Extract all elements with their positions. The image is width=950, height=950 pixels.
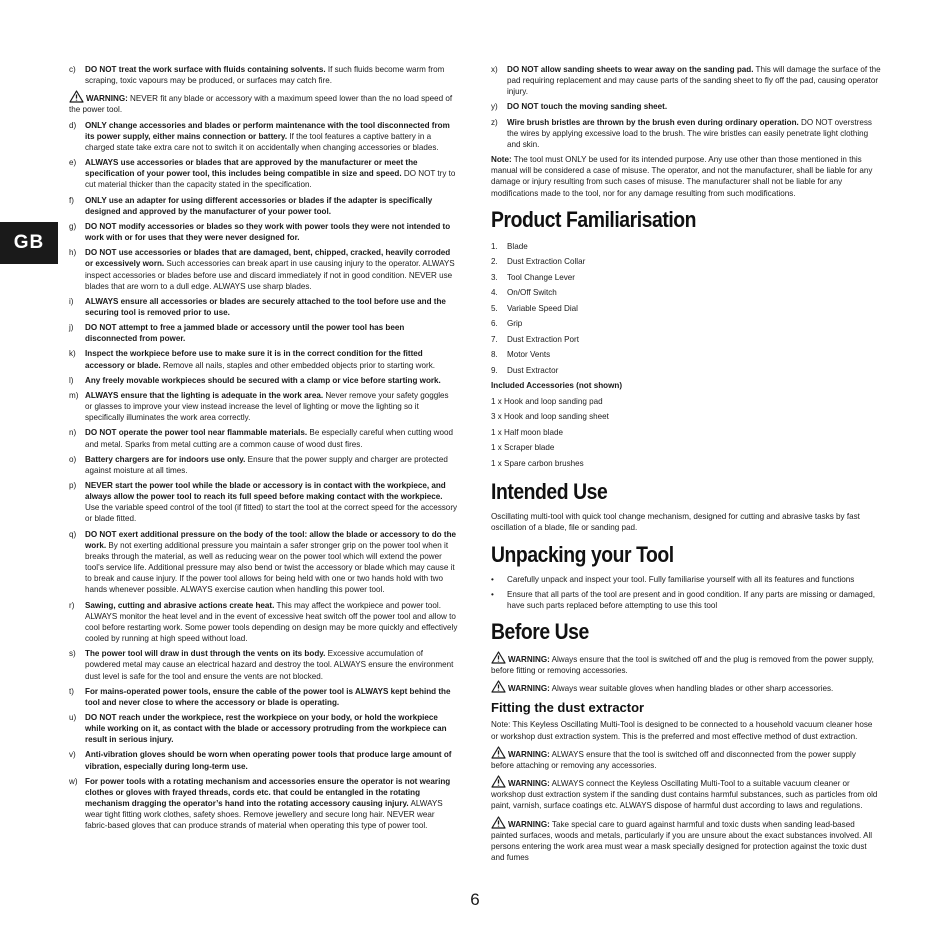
item-body <box>507 101 881 112</box>
unpacking-bullet <box>491 589 881 611</box>
item-letter: d) <box>69 120 77 130</box>
item-bold-text: DO NOT use accessories or blades that are damaged, bent, chipped, cracked, heavily corroded or excessively worn. <box>85 248 451 269</box>
item-body <box>85 157 458 190</box>
item-body <box>85 195 458 217</box>
page-number: 6 <box>470 890 480 909</box>
safety-item <box>69 247 458 292</box>
item-body <box>85 600 458 645</box>
item-body <box>507 64 881 97</box>
warning-triangle-icon <box>491 816 506 829</box>
part-list-item <box>491 270 881 286</box>
item-letter: x) <box>491 65 498 74</box>
warning-paragraph <box>491 775 881 811</box>
item-text: This may affect the workpiece and power tool. ALWAYS monitor the heat level and in the event of excessive heat switch off the power tool and allow to cool before restarting work. Some power tools depending on design may be more quickly and effectively cooled by running at high speed without load. <box>85 600 458 644</box>
item-letter: t) <box>69 686 74 696</box>
item-bold-text: Anti-vibration gloves should be worn when operating power tools that produce large amount of vibration, especially during long-term use. <box>85 750 452 771</box>
item-bold-text: Battery chargers are for indoors use only. <box>85 454 246 464</box>
item-body <box>507 117 881 150</box>
item-body <box>85 529 458 596</box>
item-body <box>85 712 458 745</box>
item-letter: o) <box>69 454 77 464</box>
item-bold-text: DO NOT modify accessories or blades so they work with power tools they were not intended to work with or for uses that they were never designed for. <box>85 221 451 243</box>
warning-paragraph <box>491 680 881 694</box>
safety-item <box>69 322 458 344</box>
warning-triangle-icon <box>491 680 506 693</box>
part-list-item <box>491 347 881 363</box>
item-bold-text: ONLY change accessories and blades or perform maintenance with the tool disconnected from its power supply, either mains connection or battery. <box>85 120 450 141</box>
warning-label: WARNING: <box>508 749 550 759</box>
item-body <box>85 480 458 525</box>
item-body <box>85 749 458 771</box>
item-body <box>85 375 458 386</box>
safety-item <box>69 480 458 525</box>
item-letter: m) <box>69 390 79 400</box>
heading-unpacking: Unpacking your Tool <box>491 541 674 567</box>
item-letter: r) <box>69 600 75 610</box>
item-bold-text: DO NOT attempt to free a jammed blade or accessory until the power tool has been disconnected from power. <box>85 323 405 344</box>
accessory-item <box>491 456 881 472</box>
bullet-dot: • <box>491 574 494 584</box>
part-list-item <box>491 316 881 332</box>
heading-fitting-dust-extractor: Fitting the dust extractor <box>491 700 645 716</box>
part-number: 2. <box>491 257 498 267</box>
bullet-dot: • <box>491 589 494 599</box>
warning-paragraph <box>491 816 881 864</box>
item-letter: s) <box>69 649 76 659</box>
warning-triangle-icon <box>491 746 506 759</box>
item-text: Be especially careful when cutting wood and metal. Sparks from metal cutting are a common cause of wood dust fires. <box>85 428 453 449</box>
note-text: The tool must ONLY be used for its intended purpose. Any use other than those mentioned in this manual will be considered a case of misuse. The operator, and not the manufacturer, shall be liable for any damage or injury resulting from such cases of misuse. The manufacturer shall not be liable for any modifications made to the tool, nor for any damage resulting from such modifications. <box>491 155 873 198</box>
item-text: Such accessories can break apart in use causing injury to the operator. ALWAYS inspect accessories or blades before use and discard immediately if not in good condition. NEVER use blades that are worn to a dull edge. ALWAYS use sharp blades. <box>85 259 455 291</box>
part-label: Dust Extractor <box>507 365 559 375</box>
item-letter: h) <box>69 248 77 258</box>
warning-text: Take special care to guard against harmful and toxic dusts when sanding lead-based painted surfaces, woods and metals, particularly if you are unsure about the exact substances involved. All persons entering the work area must wear a mask specially designed for protection against the toxic dust and fumes <box>491 819 873 863</box>
item-bold-text: Wire brush bristles are thrown by the brush even during ordinary operation. <box>507 117 799 127</box>
item-bold-text: Any freely movable workpieces should be secured with a clamp or vice before starting work. <box>85 375 441 385</box>
item-bold-text: Inspect the workpiece before use to make sure it is in the correct condition for the fitted accessory or blade. <box>85 349 423 370</box>
safety-item <box>69 749 458 771</box>
unpacking-bullet <box>491 574 881 585</box>
right-column <box>491 64 881 867</box>
part-list-item <box>491 254 881 270</box>
part-list-item <box>491 301 881 317</box>
accessory-label: 1 x Hook and loop sanding pad <box>491 396 603 406</box>
item-letter: j) <box>69 323 74 333</box>
item-body <box>85 247 458 292</box>
item-letter: n) <box>69 428 77 438</box>
item-bold-text: ALWAYS use accessories or blades that are approved by the manufacturer or meet the specification of your power tool, this includes being compatible in size and speed. <box>85 158 418 179</box>
safety-item <box>69 375 458 386</box>
warning-paragraph <box>491 746 881 771</box>
heading-intended-use: Intended Use <box>491 479 608 505</box>
item-text: Use the variable speed control of the tool (if fitted) to start the tool at the correct speed for the accessory or blade fitted. <box>85 503 458 524</box>
item-text: Ensure that the power supply and charger are protected against moisture at all times. <box>85 454 448 475</box>
safety-item <box>69 454 458 476</box>
part-number: 9. <box>491 365 498 375</box>
item-body <box>85 390 458 423</box>
item-letter: c) <box>69 65 76 74</box>
item-body <box>85 322 458 344</box>
item-bold-text: For mains-operated power tools, ensure the cable of the power tool is ALWAYS kept behind the tool and never close to where the accessory or blade is operating. <box>85 686 451 707</box>
item-bold-text: DO NOT exert additional pressure on the body of the tool: allow the blade or accessory to do the work. <box>85 529 457 550</box>
item-body <box>85 64 458 86</box>
item-letter: g) <box>69 221 77 231</box>
item-bold-text: DO NOT operate the power tool near flammable materials. <box>85 428 308 438</box>
part-number: 8. <box>491 350 498 360</box>
item-letter: u) <box>69 712 77 722</box>
item-body <box>85 776 458 832</box>
warning-label: WARNING: <box>508 655 550 664</box>
part-label: Grip <box>507 319 523 329</box>
part-label: Dust Extraction Collar <box>507 257 586 267</box>
item-body <box>85 686 458 708</box>
item-letter: i) <box>69 296 74 306</box>
item-letter: v) <box>69 750 76 760</box>
warning-paragraph <box>491 651 881 676</box>
safety-item <box>69 195 458 217</box>
accessory-label: 3 x Hook and loop sanding sheet <box>491 412 609 422</box>
accessory-label: 1 x Spare carbon brushes <box>491 458 584 468</box>
safety-item <box>69 600 458 645</box>
safety-item <box>69 120 458 153</box>
item-bold-text: NEVER start the power tool while the blade or accessory is in contact with the workpiece, and always allow the power tool to reach its full speed before making contact with the workpiece. <box>85 481 446 502</box>
item-text: ALWAYS wear tight fitting work clothes, safety shoes. Remove jewellery and secure long hair. NEVER wear fabric-based gloves that can produce strands of material when operating this type of power tool. <box>85 799 443 831</box>
warning-text: ALWAYS connect the Keyless Oscillating Multi-Tool to a suitable vacuum cleaner or workshop dust extraction system if the sanding dust contains harmful substances, such as particles from old paint, varnish, surface coatings etc. ALWAYS dispose of harmful dust according to laws and regulations. <box>491 779 878 811</box>
accessories-heading-text: Included Accessories (not shown) <box>491 381 623 391</box>
part-list-item <box>491 363 881 379</box>
accessory-item <box>491 409 881 425</box>
accessory-label: 1 x Half moon blade <box>491 427 563 437</box>
safety-item <box>491 101 881 112</box>
safety-item <box>69 296 458 318</box>
part-list-item <box>491 285 881 301</box>
accessory-label: 1 x Scraper blade <box>491 443 555 453</box>
warning-paragraph <box>69 90 458 115</box>
item-letter: e) <box>69 158 77 168</box>
item-body <box>85 648 458 681</box>
item-body <box>85 348 458 370</box>
item-body <box>85 120 458 153</box>
part-number: 4. <box>491 288 498 298</box>
part-number: 5. <box>491 303 498 313</box>
intended-use-text: Oscillating multi-tool with quick tool change mechanism, designed for cutting and abrasive tasks by fast oscillation of a blade, file or sanding pad. <box>491 512 860 533</box>
language-tab-label: GB <box>13 232 45 253</box>
item-bold-text: Sawing, cutting and abrasive actions create heat. <box>85 600 275 610</box>
item-bold-text: DO NOT touch the moving sanding sheet. <box>507 102 668 112</box>
safety-item <box>69 712 458 745</box>
safety-item <box>491 117 881 150</box>
bullet-text: Carefully unpack and inspect your tool. Fully familiarise yourself with all its features and functions <box>507 574 855 584</box>
item-text: DO NOT try to cut material thicker than the capacity stated in the specification. <box>85 169 456 190</box>
dust-extractor-note: Note: This Keyless Oscillating Multi-Tool is designed to be connected to a household vacuum cleaner hose or workshop dust extraction system. This is the preferred and most effective method of dust extraction. <box>491 720 873 741</box>
safety-item <box>69 390 458 423</box>
heading-product-familiarisation: Product Familiarisation <box>491 206 697 232</box>
part-label: Variable Speed Dial <box>507 303 578 313</box>
left-column <box>69 64 458 836</box>
item-text: Never remove your safety goggles or glasses to improve your view instead increase the level of lighting or move the lighting so it specifically illuminates the work area correctly. <box>85 390 449 423</box>
part-list-item <box>491 239 881 255</box>
warning-text: Always wear suitable gloves when handling blades or other sharp accessories. <box>549 684 834 694</box>
part-label: Blade <box>507 241 528 251</box>
safety-item <box>69 157 458 190</box>
item-text: Excessive accumulation of powdered metal may cause an electrical hazard and destroy the tool. ALWAYS ensure the environment dust level is safe for the tool and ensure the vents are not blocked. <box>85 649 454 681</box>
item-letter: z) <box>491 117 498 127</box>
heading-before-use: Before Use <box>491 619 589 644</box>
item-body <box>85 454 458 476</box>
language-tab <box>0 222 58 264</box>
warning-text: Always ensure that the tool is switched off and the plug is removed from the power supply, before fitting or removing accessories. <box>491 655 874 676</box>
item-bold-text: ALWAYS ensure all accessories or blades are securely attached to the tool before use and the securing tool is removed prior to use. <box>85 296 446 317</box>
item-text: This will damage the surface of the pad requiring replacement and may cause parts of the sanding sheet to fly off the pad, causing operator injury. <box>507 65 881 97</box>
accessories-heading <box>491 378 881 394</box>
note-paragraph <box>491 154 881 199</box>
accessory-item <box>491 440 881 456</box>
item-bold-text: DO NOT treat the work surface with fluids containing solvents. <box>85 65 326 74</box>
item-bold-text: ONLY use an adapter for using different accessories or blades if the adapter is specifically designed and approved by the manufacturer of your power tool. <box>85 195 433 216</box>
safety-item <box>491 64 881 97</box>
warning-text: ALWAYS ensure that the tool is switched off and disconnected from the power supply before attaching or removing any accessories. <box>491 749 856 770</box>
item-letter: l) <box>69 375 74 385</box>
item-body <box>85 221 458 243</box>
item-bold-text: DO NOT reach under the workpiece, rest the workpiece on your body, or hold the workpiece while working on it, as contact with the blade or accessory protruding from the workpiece can result in serious injury. <box>85 712 447 745</box>
item-letter: f) <box>69 195 74 205</box>
item-letter: y) <box>491 102 498 112</box>
item-letter: w) <box>69 776 78 786</box>
accessory-item <box>491 394 881 410</box>
item-letter: k) <box>69 349 76 359</box>
note-label: Note: <box>491 155 512 165</box>
item-letter: p) <box>69 481 77 490</box>
item-bold-text: For power tools with a rotating mechanism and accessories ensure the operator is not wearing clothes or gloves with frayed threads, cords etc. that could be entangled in the rotating mechanism dragging the operator’s hand into the rotating accessory causing injury. <box>85 776 451 809</box>
warning-label: WARNING: <box>508 684 550 694</box>
warning-label: WARNING: <box>86 94 128 104</box>
item-text: If such fluids become warm from scraping, toxic vapours may be produced, or surfaces may catch fire. <box>85 65 445 86</box>
item-text: If the tool features a captive battery in a charged state take extra care not to switch it on accidentally when changing accessories or blades. <box>85 131 439 152</box>
safety-item <box>69 221 458 243</box>
warning-label: WARNING: <box>508 779 550 789</box>
safety-item <box>69 648 458 681</box>
safety-item <box>69 348 458 370</box>
bullet-text: Ensure that all parts of the tool are present and in good condition. If any parts are missing or damaged, have such parts replaced before attempting to use this tool <box>507 589 876 610</box>
item-letter: q) <box>69 529 77 539</box>
warning-text: NEVER fit any blade or accessory with a maximum speed lower than the no load speed of the power tool. <box>69 94 453 115</box>
part-label: Dust Extraction Port <box>507 334 579 344</box>
item-text: DO NOT overstress the wires by applying excessive load to the brush. The wire bristles can easily penetrate light clothing and skin. <box>507 117 872 149</box>
safety-item <box>69 427 458 449</box>
part-number: 6. <box>491 319 498 329</box>
part-number: 3. <box>491 272 498 282</box>
item-body <box>85 427 458 449</box>
part-number: 7. <box>491 334 498 344</box>
accessory-item <box>491 425 881 441</box>
item-text: Remove all nails, staples and other embedded objects prior to starting work. <box>160 360 436 370</box>
safety-item <box>69 64 458 86</box>
safety-item <box>69 776 458 832</box>
safety-item <box>69 686 458 708</box>
item-body <box>85 296 458 318</box>
item-bold-text: DO NOT allow sanding sheets to wear away on the sanding pad. <box>507 65 754 74</box>
part-label: Motor Vents <box>507 350 551 360</box>
item-text: By not exerting additional pressure you maintain a safer stronger grip on the power tool when it breaks through the material, as well as reducing wear on the power tool which will extend the power tool’s service life. Additional pressure may also bend or twist the accessory or blade which may cause it to break and cause injury. If the power tool allows for being held with one or two hands hold with two hands whenever possible. ALWAYS exercise caution when handling this power tool. <box>85 540 455 595</box>
item-bold-text: The power tool will draw in dust through the vents on its body. <box>85 649 326 659</box>
part-number: 1. <box>491 241 498 251</box>
warning-triangle-icon <box>491 651 506 664</box>
safety-item <box>69 529 458 596</box>
warning-triangle-icon <box>491 775 506 788</box>
part-list-item <box>491 332 881 348</box>
item-bold-text: ALWAYS ensure that the lighting is adequate in the work area. <box>85 390 324 400</box>
part-label: Tool Change Lever <box>507 272 575 282</box>
part-label: On/Off Switch <box>507 288 557 298</box>
warning-triangle-icon <box>69 90 84 103</box>
warning-label: WARNING: <box>508 819 550 829</box>
